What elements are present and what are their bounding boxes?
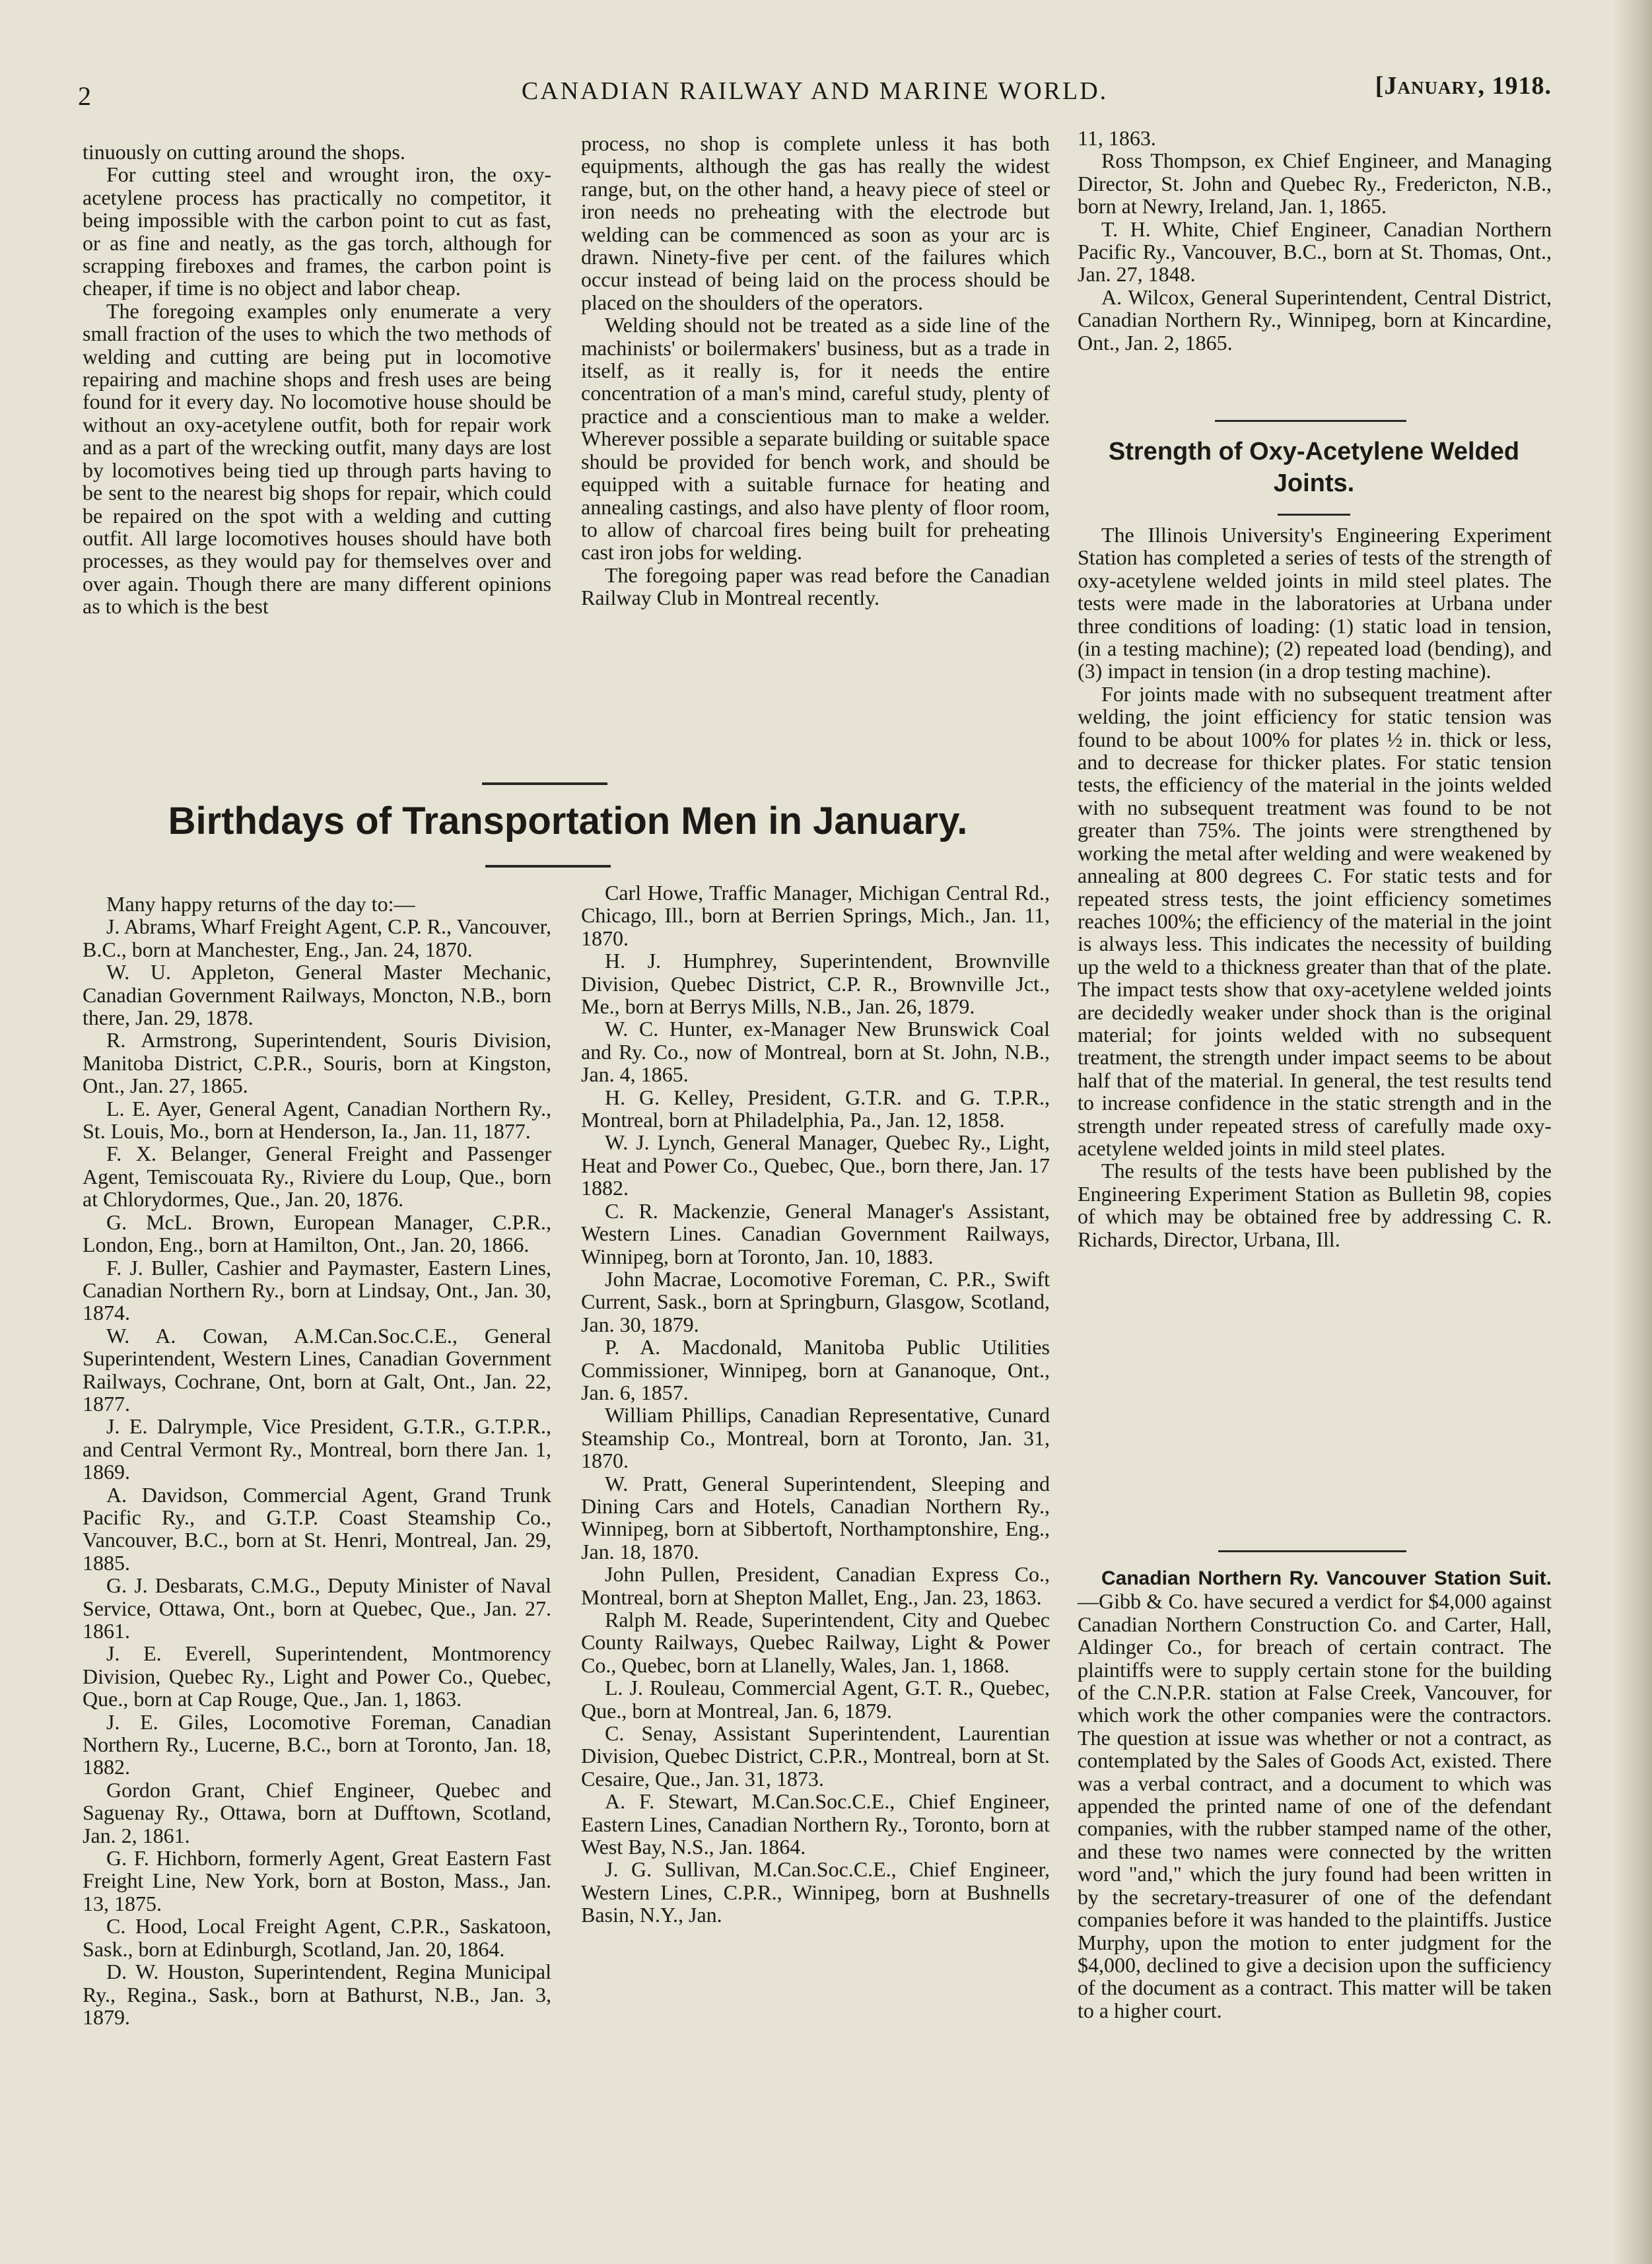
birthday-entry: D. W. Houston, Superintendent, Regina Municipal Ry., Regina., Sask., born at Bathurst, N.B., Jan. 3, 1879. [83, 1960, 551, 2029]
welding-article-column-1 [83, 141, 551, 618]
article-paragraph: For joints made with no subsequent treatment after welding, the joint efficiency for static tension was found to be about 100% for plates ½ in. thick or less, and to decrease for thicker plates. For static tension tests, the efficiency of the material in the joints welded with no subsequent treatment was found to be not greater than 75%. The joints were strengthened by working the metal after welding and were weakened by annealing at 800 degrees C. For static tests and for repeated stress tests, the joint efficiency sometimes reaches 100%; the efficiency of the material in the joint is always less. This indicates the necessity of building up the weld to a thickness greater than that of the plate. The impact tests show that oxy-acetylene welded joints are decidedly weaker under shock than is the original material; for joints welded with no subsequent treatment, the strength under impact seems to be about half that of the material. In general, the test results tend to increase confidence in the static strength and in the strength under repeated stress of carefully made oxy-acetylene welded joints in mild steel plates. [1078, 681, 1552, 1160]
article-paragraph: tinuously on cutting around the shops. [83, 140, 405, 164]
article-paragraph: The foregoing paper was read before the Canadian Railway Club in Montreal recently. [581, 563, 1050, 610]
birthdays-rule-top [482, 782, 607, 785]
birthday-entry: Carl Howe, Traffic Manager, Michigan Central Rd., Chicago, Ill., born at Berrien Springs, Mich., Jan. 11, 1870. [581, 881, 1050, 950]
birthday-entry: A. F. Stewart, M.Can.Soc.C.E., Chief Engineer, Eastern Lines, Canadian Northern Ry., Toronto, born at West Bay, N.S., Jan. 1864. [581, 1789, 1050, 1859]
article-paragraph: Welding should not be treated as a side line of the machinists' or boilermakers' business, but as a trade in itself, as it really is, for it needs the entire concentration of a man's mind, careful study, plenty of practice and a conscientious man to make a welder. Wherever possible a separate building or suitable space should be provided for bench work, and should be equipped with a suitable furnace for heating and annealing castings, and also have plenty of floor room, to allow of charcoal fires being built for preheating cast iron jobs for welding. [581, 313, 1050, 565]
running-header [78, 71, 1552, 111]
birthday-entry: J. E. Giles, Locomotive Foreman, Canadian Northern Ry., Lucerne, B.C., born at Toronto, Jan. 18, 1882. [83, 1709, 551, 1779]
birthday-entry: J. E. Everell, Superintendent, Montmorency Division, Quebec Ry., Light and Power Co., Quebec, Que., born at Cap Rouge, Que., Jan. 1, 1863. [83, 1641, 551, 1711]
welding-article-column-2 [581, 132, 1050, 609]
birthday-entry: W. C. Hunter, ex-Manager New Brunswick Coal and Ry. Co., now of Montreal, born at St. John, N.B., Jan. 4, 1865. [581, 1017, 1050, 1087]
birthday-entry: F. X. Belanger, General Freight and Passenger Agent, Temiscouata Ry., Riviere du Loup, Que., born at Chlorydormes, Que., Jan. 20, 1876. [83, 1142, 551, 1212]
birthday-entry: William Phillips, Canadian Representative, Cunard Steamship Co., Montreal, born at Toronto, Jan. 31, 1870. [581, 1403, 1050, 1473]
vancouver-suit-body: —Gibb & Co. have secured a verdict for $4,000 against Canadian Northern Construction Co. and Carter, Hall, Aldinger Co., for breach of certain contract. The plaintiffs were to supply certain stone for the building of the C.N.P.R. station at False Creek, Vancouver, for which work the other companies were the contractors. The question at issue was whether or not a contract, as contemplated by the Sales of Goods Act, existed. There was a verbal contract, and a document to which was appended the printed name of one of the defendant companies, with the rubber stamped name of the other, and these two names were connected by the written word "and," which the jury found had been written in by the secretary-treasurer of one of the defendant companies before it was handed to the plaintiffs. Justice Murphy, upon the motion to enter judgment for the $4,000, declined to give a decision upon the sufficiency of the document as a contract. This matter will be taken to a higher court. [1078, 1589, 1552, 2022]
birthdays-column-1 [83, 893, 551, 2028]
oxy-rule-bottom [1278, 514, 1350, 516]
birthday-entry: Many happy returns of the day to:— [106, 892, 415, 916]
article-paragraph: The results of the tests have been published by the Engineering Experiment Station as Bulletin 98, copies of which may be obtained free by addressing C. R. Richards, Director, Urbana, Ill. [1078, 1159, 1552, 1251]
birthday-entry: G. J. Desbarats, C.M.G., Deputy Minister of Naval Service, Ottawa, Ont., born at Quebec, Que., Jan. 27. 1861. [83, 1573, 551, 1643]
birthday-entry: John Pullen, President, Canadian Express Co., Montreal, born at Shepton Mallet, Eng., Jan. 23, 1863. [581, 1562, 1050, 1609]
article-paragraph: process, no shop is complete unless it has both equipments, although the gas has really the widest range, but, on the other hand, a heavy piece of steel or iron needs no preheating with the electrode but welding can be commenced as soon as your arc is drawn. Ninety-five per cent. of the failures which occur instead of being laid on the process should be placed on the shoulders of the operators. [581, 131, 1050, 314]
birthday-entry: J. G. Sullivan, M.Can.Soc.C.E., Chief Engineer, Western Lines, C.P.R., Winnipeg, born at Bushnells Basin, N.Y., Jan. [581, 1857, 1050, 1927]
birthday-entry: W. J. Lynch, General Manager, Quebec Ry., Light, Heat and Power Co., Quebec, Que., born there, Jan. 17 1882. [581, 1130, 1050, 1200]
oxy-rule-top [1215, 420, 1406, 422]
page-spine-shadow [1612, 0, 1652, 2264]
birthday-entry: C. R. Mackenzie, General Manager's Assistant, Western Lines. Canadian Government Railways, Winnipeg, born at Toronto, Jan. 10, 1883. [581, 1198, 1050, 1268]
vancouver-suit-lead: Canadian Northern Ry. Vancouver Station Suit. [1101, 1567, 1552, 1589]
birthday-entry: L. J. Rouleau, Commercial Agent, G.T. R., Quebec, Que., born at Montreal, Jan. 6, 1879. [581, 1676, 1050, 1723]
birthday-entry: G. McL. Brown, European Manager, C.P.R., London, Eng., born at Hamilton, Ont., Jan. 20, 1866. [83, 1210, 551, 1257]
birthday-entry: R. Armstrong, Superintendent, Souris Division, Manitoba District, C.P.R., Souris, born at Kingston, Ont., Jan. 27, 1865. [83, 1028, 551, 1098]
birthdays-column-3 [1078, 127, 1552, 354]
page-number: 2 [78, 81, 93, 111]
birthday-entry: A. Davidson, Commercial Agent, Grand Trunk Pacific Ry., and G.T.P. Coast Steamship Co., Vancouver, B.C., born at St. Henri, Montreal, Jan. 29, 1885. [83, 1482, 551, 1575]
article-paragraph: The Illinois University's Engineering Experiment Station has completed a series of tests of the strength of oxy-acetylene welded joints in mild steel plates. The tests were made in the laboratories at Urbana under three conditions of loading: (1) static load in tension, (in a testing machine); (2) repeated load (bending), and (3) impact in tension (in a drop testing machine). [1078, 523, 1552, 683]
birthday-entry: W. U. Appleton, General Master Mechanic, Canadian Government Railways, Moncton, N.B., born there, Jan. 29, 1878. [83, 960, 551, 1030]
birthday-entry: W. Pratt, General Superintendent, Sleeping and Dining Cars and Hotels, Canadian Northern Ry., Winnipeg, born at Sibbertoft, Northamptonshire, Eng., Jan. 18, 1870. [581, 1471, 1050, 1563]
birthday-entry: Gordon Grant, Chief Engineer, Quebec and Saguenay Ry., Ottawa, born at Dufftown, Scotland, Jan. 2, 1861. [83, 1777, 551, 1847]
birthday-entry: W. A. Cowan, A.M.Can.Soc.C.E., General Superintendent, Western Lines, Canadian Government Railways, Cochrane, Ont, born at Galt, Ont., Jan. 22, 1877. [83, 1323, 551, 1416]
birthday-entry: Ralph M. Reade, Superintendent, City and Quebec County Railways, Quebec Railway, Light & Power Co., Quebec, born at Llanelly, Wales, Jan. 1, 1868. [581, 1608, 1050, 1677]
vancouver-suit-article [1078, 1566, 1552, 2022]
birthday-entry: A. Wilcox, General Superintendent, Central District, Canadian Northern Ry., Winnipeg, born at Kincardine, Ont., Jan. 2, 1865. [1078, 285, 1552, 355]
vancouver-rule [1218, 1550, 1406, 1552]
article-paragraph: For cutting steel and wrought iron, the oxy-acetylene process has practically no competitor, it being impossible with the carbon point to cut as fast, or as fine and neatly, as the gas torch, although for scrapping fireboxes and frames, the carbon point is cheaper, if time is no object and labor cheap. [83, 162, 551, 300]
birthday-entry: G. F. Hichborn, formerly Agent, Great Eastern Fast Freight Line, New York, born at Boston, Mass., Jan. 13, 1875. [83, 1846, 551, 1915]
issue-date: [January, 1918. [1375, 72, 1552, 100]
birthday-entry: J. Abrams, Wharf Freight Agent, C.P. R., Vancouver, B.C., born at Manchester, Eng., Jan. 24, 1870. [83, 914, 551, 961]
birthday-entry: Ross Thompson, ex Chief Engineer, and Managing Director, St. John and Quebec Ry., Fredericton, N.B., born at Newry, Ireland, Jan. 1, 1865. [1078, 149, 1552, 219]
oxy-acetylene-title: Strength of Oxy-Acetylene Welded Joints. [1108, 438, 1520, 497]
birthdays-title: Birthdays of Transportation Men in January. [168, 800, 968, 842]
birthday-entry: H. G. Kelley, President, G.T.R. and G. T.P.R., Montreal, born at Philadelphia, Pa., Jan. 12, 1858. [581, 1085, 1050, 1132]
oxy-acetylene-article [1078, 524, 1552, 1251]
birthday-entry: J. E. Dalrymple, Vice President, G.T.R., G.T.P.R., and Central Vermont Ry., Montreal, born there Jan. 1, 1869. [83, 1414, 551, 1484]
birthday-entry: P. A. Macdonald, Manitoba Public Utilities Commissioner, Winnipeg, born at Gananoque, Ont., Jan. 6, 1857. [581, 1335, 1050, 1404]
birthday-entry: T. H. White, Chief Engineer, Canadian Northern Pacific Ry., Vancouver, B.C., born at St. Thomas, Ont., Jan. 27, 1848. [1078, 217, 1552, 287]
birthday-entry: F. J. Buller, Cashier and Paymaster, Eastern Lines, Canadian Northern Ry., born at Lindsay, Ont., Jan. 30, 1874. [83, 1255, 551, 1325]
birthday-entry: L. E. Ayer, General Agent, Canadian Northern Ry., St. Louis, Mo., born at Henderson, Ia., Jan. 11, 1877. [83, 1096, 551, 1144]
birthday-entry: H. J. Humphrey, Superintendent, Brownville Division, Quebec District, C.P. R., Brownville Jct., Me., born at Berrys Mills, N.B., Jan. 26, 1879. [581, 949, 1050, 1019]
journal-title: CANADIAN RAILWAY AND MARINE WORLD. [521, 77, 1109, 105]
birthday-entry: C. Hood, Local Freight Agent, C.P.R., Saskatoon, Sask., born at Edinburgh, Scotland, Jan. 20, 1864. [83, 1914, 551, 1961]
article-paragraph: The foregoing examples only enumerate a very small fraction of the uses to which the two methods of welding and cutting are being put in locomotive repairing and machine shops and fresh uses are being found for it every day. No locomotive house should be without an oxy-acetylene outfit, both for repair work and as a part of the wrecking outfit, many days are lost by locomotives being tied up through parts having to be sent to the nearest big shops for repair, which could be repaired on the spot with a welding and cutting outfit. All large locomotives houses should have both processes, as they would pay for themselves over and over again. Though there are many different opinions as to which is the best [83, 298, 551, 619]
birthday-entry: John Macrae, Locomotive Foreman, C. P.R., Swift Current, Sask., born at Springburn, Glasgow, Scotland, Jan. 30, 1879. [581, 1266, 1050, 1336]
birthdays-column-2 [581, 881, 1050, 1927]
birthdays-rule-bottom [485, 865, 611, 868]
birthday-entry: 11, 1863. [1078, 126, 1156, 150]
birthday-entry: C. Senay, Assistant Superintendent, Laurentian Division, Quebec District, C.P.R., Montreal, born at St. Cesaire, Que., Jan. 31, 1873. [581, 1721, 1050, 1791]
